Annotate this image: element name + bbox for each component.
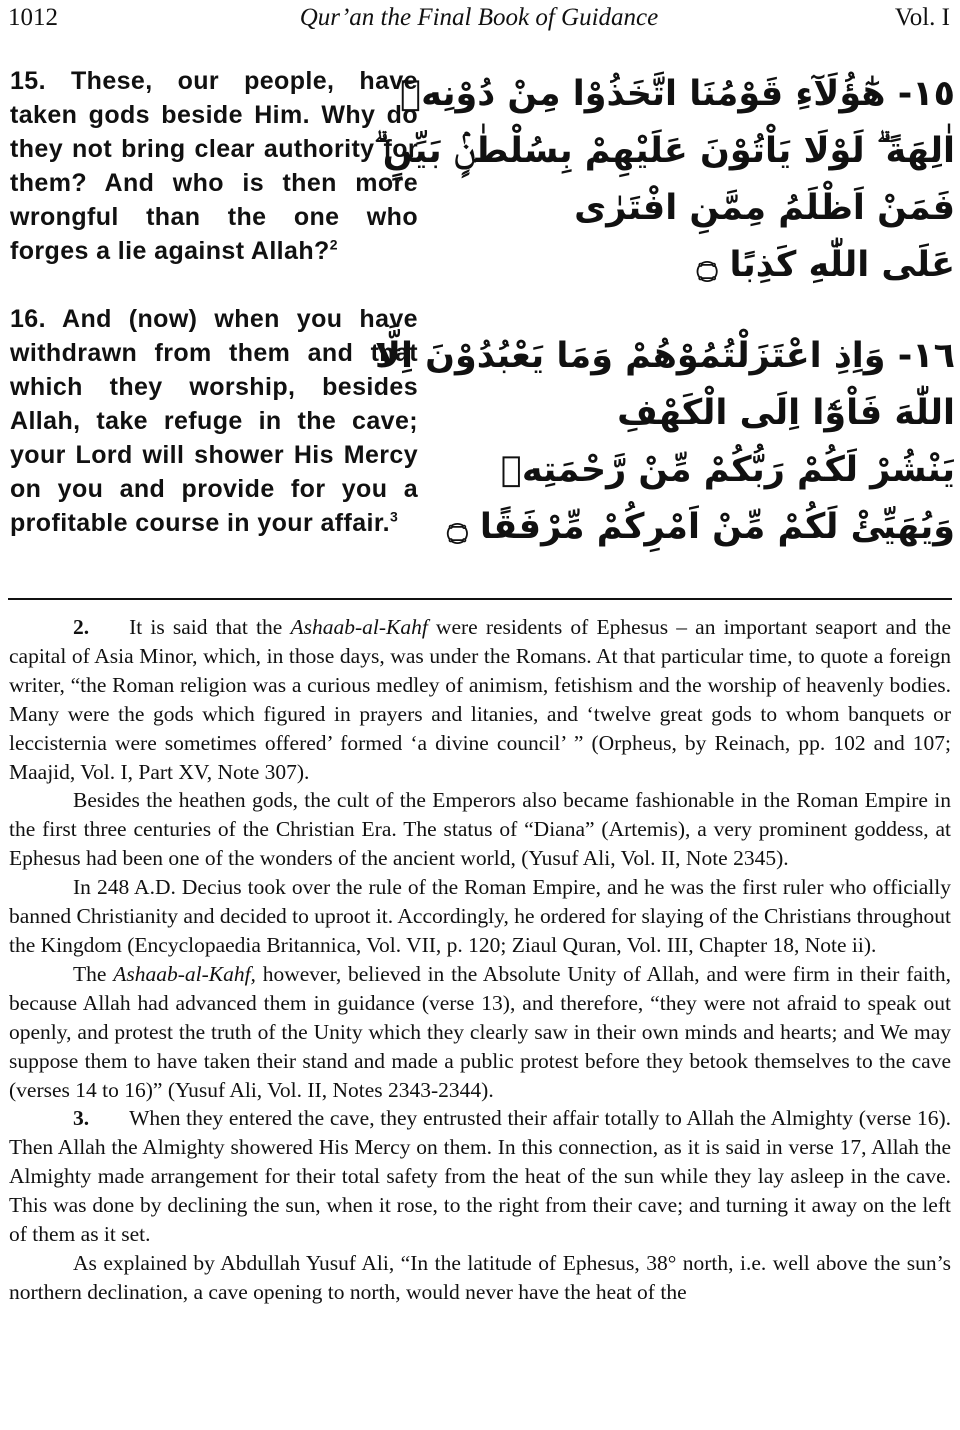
footnote-ref[interactable]: 3 [389, 508, 399, 525]
note-text: however, believed in the Absolute Unity of Allah, and were firm in their faith, because Allah had advanced them in guidance (verse 13), and therefore, “they were not afraid to speak out openly, and protest the truth of the Unity which they clearly saw in their own minds and hearts; and We may suppose them to have taken their stand and made a public protest before they betook themselves to the cave (verses 14 to 16)” (Yusuf Ali, Vol. II, Notes 2343-2344). [9, 961, 951, 1102]
arabic-line: اللّٰهَ فَاْوٗٓا اِلَى الْكَهْفِ [617, 393, 955, 433]
page-number: 1012 [8, 4, 58, 31]
note-text: The [73, 961, 114, 986]
arabic-line: ١٦- وَاِذِ اعْتَزَلْتُمُوْهُمْ وَمَا يَعْبُدُوْنَ اِلَّا [374, 336, 955, 376]
note-3-paragraph [9, 1104, 951, 1249]
note-text: were residents of Ephesus – an important seaport and the capital of Asia Minor, which, in those days, was under the Romans. At that particular time, to quote a foreign writer, “the Roman religion was a curious medley of animism, fetishism and the worship of heavenly bodies. Many were the gods which figured in prayers and litanies, and ‘twelve great gods to whom banquets or leccisternia were sometimes offered’ formed ‘a divine council’ ” (Orpheus, by Reinach, pp. 102 and 107; Maajid, Vol. I, Part XV, Note 307). [9, 615, 951, 784]
note-number: 3. [73, 1106, 90, 1131]
verse-16-arabic [374, 328, 955, 556]
italic-term: Ashaab-al-Kahf [290, 615, 428, 639]
arabic-line: عَلَى اللّٰهِ كَذِبًا ۝ [696, 245, 955, 285]
note-number: 2. [73, 615, 90, 639]
verse-text: These, our people, have taken gods beside Him. Why do they not bring clear authority for them? And who is then more wrongful than the one who forges a lie against Allah? [10, 67, 418, 265]
note-2-paragraph: In 248 A.D. Decius took over the rule of the Roman Empire, and he was the first ruler who officially banned Christianity and decided to uproot it. Accordingly, he ordered for slaying of the Christians throughout the Kingdom (Encyclopaedia Britannica, Vol. VII, p. 120; Ziaul Quran, Vol. III, Chapter 18, Note ii). [9, 875, 951, 957]
arabic-line: وَيُهَيِّئْ لَكُمْ مِّنْ اَمْرِكُمْ مِّرْفَقًا ۝ [447, 507, 955, 547]
verse-15-arabic [374, 66, 955, 294]
footnote-ref[interactable]: 2 [329, 236, 338, 253]
note-text: It is said that the [129, 615, 291, 639]
note-2-paragraph [9, 960, 951, 1105]
arabic-line: ١٥- هٰٓؤُلَآءِ قَوْمُنَا اتَّخَذُوْا مِنْ دُوْنِهٖٓ [400, 74, 955, 114]
arabic-line: يَنْشُرْ لَكُمْ رَبُّكُمْ مِّنْ رَّحْمَتِهٖ [500, 450, 955, 490]
footnote-divider [8, 598, 952, 600]
volume-label: Vol. I [894, 4, 950, 31]
verse-text: And (now) when you have withdrawn from them and that which they worship, besides Allah, take refuge in the cave; your Lord will shower His Mercy on you and provide for you a profitable course in your affair. [10, 305, 418, 537]
book-title: Qur’an the Final Book of Guidance [299, 4, 659, 31]
italic-term: Ashaab-al-Kahf, [113, 961, 256, 986]
arabic-line: اٰلِهَةً ۗ لَوْلَا يَاْتُوْنَ عَلَيْهِمْ بِسُلْطٰنٍۢ بَيِّنٍ ۗ [374, 131, 955, 171]
note-2-paragraph [9, 613, 951, 786]
note-text: When they entered the cave, they entrusted their affair totally to Allah the Almighty (verse 16). Then Allah the Almighty showered His Mercy on them. In this connection, as it is said in verse 17, Allah the Almighty made arrangement for their total safety from the heat of the sun while they lay asleep in the cave. This was done by declining the sun, when it rose, to the right from their cave; and turning it away on the left of them as it set. [9, 1106, 951, 1247]
page-header [8, 2, 950, 36]
arabic-line: فَمَنْ اَظْلَمُ مِمَّنِ افْتَرٰى [574, 188, 955, 228]
verse-number: 16. [10, 305, 46, 333]
note-3-paragraph: As explained by Abdullah Yusuf Ali, “In the latitude of Ephesus, 38° north, i.e. well above the sun’s northern declination, a cave opening to north, would never have the heat of the [9, 1250, 951, 1304]
verse-number: 15. [10, 67, 46, 95]
footnotes [9, 613, 951, 1307]
verse-15-translation [10, 64, 418, 268]
note-2-paragraph: Besides the heathen gods, the cult of the Emperors also became fashionable in the Roman Empire in the first three centuries of the Christian Era. The status of “Diana” (Artemis), a very prominent goddess, at Ephesus had been one of the wonders of the ancient world, (Yusuf Ali, Vol. II, Note 2345). [9, 788, 951, 871]
verse-16-translation [10, 302, 418, 540]
